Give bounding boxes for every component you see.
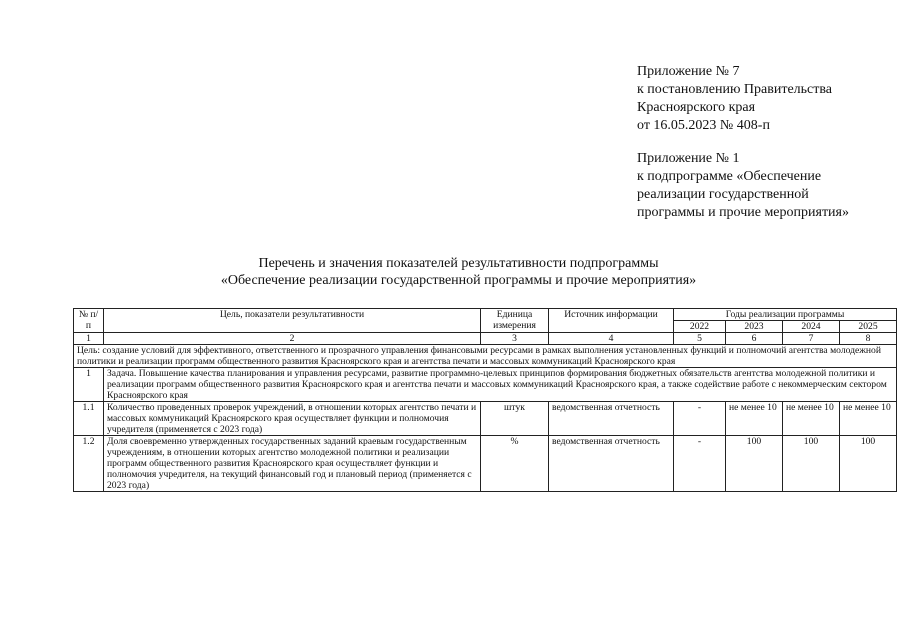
sub-appendix-ref: к подпрограмме «Обеспечение: [637, 169, 822, 184]
header-num: № п/п: [74, 309, 104, 333]
row-value-2023: 100: [726, 436, 783, 492]
header-source: Источник информации: [549, 309, 674, 333]
row-value-2025: не менее 10: [840, 402, 897, 436]
goal-row: [74, 345, 897, 368]
document-title: [0, 255, 917, 289]
row-num: 1.2: [74, 436, 104, 492]
sub-appendix-header: [637, 150, 849, 222]
column-number: 6: [726, 333, 783, 345]
sub-appendix-ref-2: реализации государственной: [637, 187, 809, 202]
header-years: Годы реализации программы: [674, 309, 897, 321]
row-indicator: Количество проведенных проверок учреждений, в отношении которых агентство печати и массовых коммуникаций Красноярского края осуществляет функции и полномочия учредителя (применяется с 2023 года): [104, 402, 481, 436]
header-row: [74, 309, 897, 321]
column-number: 5: [674, 333, 726, 345]
header-year-2025: 2025: [840, 321, 897, 333]
task-num: 1: [74, 368, 104, 402]
appendix-number: Приложение № 7: [637, 64, 740, 79]
header-year-2024: 2024: [783, 321, 840, 333]
table-row: [74, 402, 897, 436]
sub-appendix-ref-3: программы и прочие мероприятия»: [637, 205, 849, 220]
sub-appendix-number: Приложение № 1: [637, 151, 740, 166]
row-value-2025: 100: [840, 436, 897, 492]
column-number-row: [74, 333, 897, 345]
column-number: 8: [840, 333, 897, 345]
document-title-line-1: Перечень и значения показателей результативности подпрограммы: [258, 256, 659, 271]
row-unit: штук: [481, 402, 549, 436]
row-num: 1.1: [74, 402, 104, 436]
row-source: ведомственная отчетность: [549, 436, 674, 492]
row-value-2024: не менее 10: [783, 402, 840, 436]
header-year-2023: 2023: [726, 321, 783, 333]
column-number: 3: [481, 333, 549, 345]
appendix-ref: к постановлению Правительства: [637, 82, 833, 97]
header-year-2022: 2022: [674, 321, 726, 333]
appendix-region: Красноярского края: [637, 100, 756, 115]
header-unit: Единица измерения: [481, 309, 549, 333]
table-row: [74, 436, 897, 492]
row-value-2022: -: [674, 402, 726, 436]
appendix-date: от 16.05.2023 № 408-п: [637, 118, 770, 133]
column-number: 1: [74, 333, 104, 345]
column-number: 4: [549, 333, 674, 345]
indicators-table: [73, 308, 897, 492]
row-value-2024: 100: [783, 436, 840, 492]
task-row: [74, 368, 897, 402]
column-number: 2: [104, 333, 481, 345]
document-title-line-2: «Обеспечение реализации государственной программы и прочие мероприятия»: [220, 273, 697, 288]
row-value-2022: -: [674, 436, 726, 492]
column-number: 7: [783, 333, 840, 345]
goal-text: Цель: создание условий для эффективного, ответственного и прозрачного управления финансовыми ресурсами в рамках выполнения установленных функций и полномочий агентства молодежной политики и реализации программ общественного развития Красноярского края и агентства печати и массовых коммуникаций Красноярского края: [74, 345, 897, 368]
row-indicator: Доля своевременно утвержденных государственных заданий краевым государственным учреждениям, в отношении которых агентство молодежной политики и реализации программ общественного развития Красноярского края осуществляет функции и полномочия учредителя, на текущий финансовый год и плановый период (применяется с 2023 года): [104, 436, 481, 492]
row-source: ведомственная отчетность: [549, 402, 674, 436]
row-unit: %: [481, 436, 549, 492]
row-value-2023: не менее 10: [726, 402, 783, 436]
appendix-header: [637, 63, 832, 135]
task-text: Задача. Повышение качества планирования и управления ресурсами, развитие программно-целевых принципов формирования бюджетных обязательств агентства молодежной политики и реализации программ общественного развития Красноярского края и агентства печати и массовых коммуникаций Красноярского края, а также содействие работе с некоммерческим сектором Красноярского края: [104, 368, 897, 402]
header-goal: Цель, показатели результативности: [104, 309, 481, 333]
